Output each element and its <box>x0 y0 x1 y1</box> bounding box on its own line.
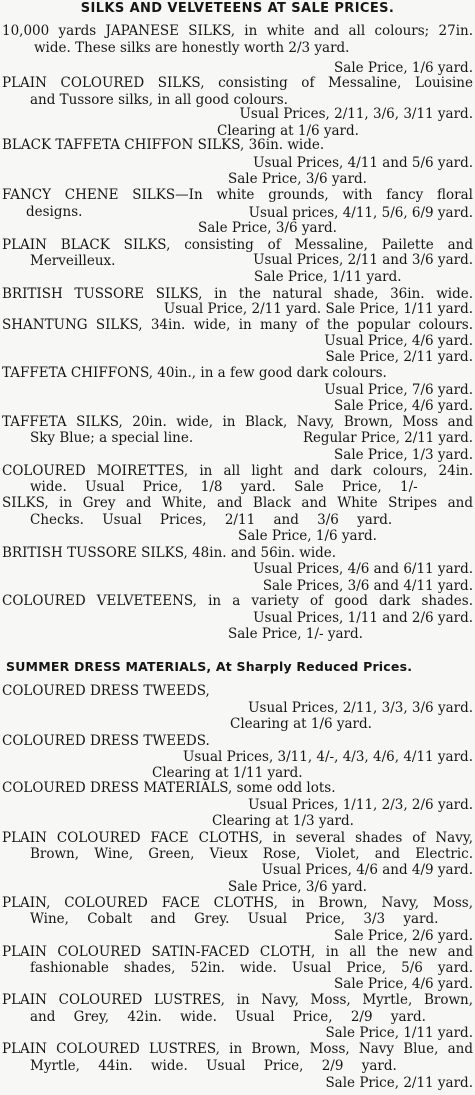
text-line-10 <box>2 186 473 204</box>
text-line-content: COLOURED MOIRETTES, in all light and dark colours, 24in. <box>2 463 473 479</box>
text-line-content: Usual Prices, 2/11, 3/6, 3/11 yard. <box>239 106 473 122</box>
text-line-content: Checks. Usual Prices, 2/11 and 3/6 yard. <box>30 512 393 528</box>
text-line-content: Usual Price, 4/6 yard. <box>324 333 473 349</box>
text-line-1 <box>34 39 473 57</box>
text-line-content: wide. Usual Price, 1/8 yard. Sale Price, 1/- <box>30 479 418 495</box>
text-line-content: COLOURED DRESS TWEEDS, <box>2 683 210 699</box>
text-line-65 <box>310 1074 473 1092</box>
text-line-content: Sale Price, 1/11 yard. <box>254 269 402 285</box>
text-line-7 <box>2 136 473 154</box>
text-line-content: PLAIN COLOURED SILKS, consisting of Messaline, Louisine <box>2 75 473 91</box>
text-line-content: COLOURED VELVETEENS, in a variety of good dark shades. <box>2 593 473 609</box>
text-line-content: BRITISH TUSSORE SILKS, in the natural shade, 36in. wide. <box>2 286 473 302</box>
text-line-content: wide. These silks are honestly worth 2/3 yard. <box>34 40 350 56</box>
text-line-content: BLACK TAFFETA CHIFFON SILKS, 36in. wide. <box>2 137 325 153</box>
text-line-64 <box>30 1057 473 1075</box>
text-line-40 <box>228 625 473 643</box>
text-line-55 <box>30 910 473 928</box>
text-line-content: SILKS AND VELVETEENS AT SALE PRICES. <box>80 1 395 16</box>
text-line-content: PLAIN BLACK SILKS, consisting of Messaline, Pailette and <box>2 237 473 253</box>
text-line-3 <box>2 74 473 92</box>
text-line-23 <box>2 364 473 382</box>
text-line-content: Usual Prices, 4/6 and 4/9 yard. <box>261 862 473 878</box>
text-line-content: Myrtle, 44in. wide. Usual Price, 2/9 yard. <box>30 1058 397 1074</box>
text-line-content: Clearing at 1/6 yard. <box>230 716 372 732</box>
text-line-content: Usual Prices, 4/6 and 6/11 yard. <box>253 561 473 577</box>
text-line-content: PLAIN COLOURED FACE CLOTHS, in several shades of Navy, <box>2 830 473 846</box>
text-line-36 <box>228 560 473 578</box>
text-line-content: Sale Price, 2/11 yard. <box>325 1075 473 1091</box>
text-line-content: designs. <box>26 204 83 220</box>
text-line-32 <box>2 494 473 512</box>
text-line-content: PLAIN, COLOURED FACE CLOTHS, in Brown, Navy, Moss, <box>2 895 473 911</box>
text-line-content: TAFFETA CHIFFONS, 40in., in a few good dark colours. <box>2 365 387 381</box>
text-line-content: Sale Price, 4/6 yard. <box>334 398 473 414</box>
text-line-13 <box>198 219 473 237</box>
text-line-content: 10,000 yards JAPANESE SILKS, in white and all colours; 27in. <box>2 23 473 39</box>
text-line-34 <box>238 527 473 545</box>
text-line-43 <box>230 715 473 733</box>
text-line-content: and Grey, 42in. wide. Usual Price, 2/9 yard. <box>30 1009 426 1025</box>
text-line-content: Sale Price, 1/3 yard. <box>334 447 473 463</box>
text-line-content: Brown, Wine, Green, Vieux Rose, Violet, and Electric. <box>30 846 473 862</box>
text-line-content: PLAIN COLOURED SATIN-FACED CLOTH, in all the new and <box>2 944 473 960</box>
text-line-content: COLOURED DRESS MATERIALS, some odd lots. <box>2 780 336 796</box>
text-line-content: Usual Prices, 1/11, 2/3, 2/6 yard. <box>248 797 473 813</box>
text-line-content: Sale Price, 1/6 yard. <box>238 528 377 544</box>
text-line-content: FANCY CHENE SILKS—In white grounds, with fancy floral <box>2 187 473 203</box>
text-line-content: SILKS, in Grey and White, and Black and White Stripes and <box>2 495 473 511</box>
text-line-content: Usual Prices, 3/11, 4/-, 4/3, 4/6, 4/11 yard. <box>182 749 473 765</box>
text-line-content: Usual Price, 2/11 yard. Sale Price, 1/11 yard. <box>163 301 473 317</box>
text-line-38 <box>2 592 473 610</box>
text-line-16 <box>198 251 473 269</box>
text-line-content: fashionable shades, 52in. wide. Usual Price, 5/6 yard. <box>30 960 473 976</box>
text-line-content: PLAIN COLOURED LUSTRES, in Brown, Moss, Navy Blue, and <box>2 1041 473 1057</box>
heading-silks <box>0 0 475 18</box>
text-line-content: Wine, Cobalt and Grey. Usual Price, 3/3 yard. <box>30 911 439 927</box>
text-line-5 <box>215 105 473 123</box>
text-line-content: Sale Price, 1/- yard. <box>228 626 363 642</box>
text-line-content: Sale Price, 3/6 yard. <box>228 879 367 895</box>
text-line-0 <box>2 22 473 40</box>
text-line-content: Sale Price, 1/6 yard. <box>334 60 473 76</box>
text-line-content: Clearing at 1/6 yard. <box>217 123 359 139</box>
text-line-content: Usual prices, 4/11, 5/6, 6/9 yard. <box>248 205 473 221</box>
text-line-content: Clearing at 1/3 yard. <box>212 813 354 829</box>
text-line-content: Sale Price, 1/11 yard. <box>325 1025 473 1041</box>
text-line-content: Merveilleux. <box>30 253 116 269</box>
text-line-17 <box>254 268 473 286</box>
heading-summer-dress <box>6 658 473 676</box>
text-line-content: Sale Price, 2/6 yard. <box>334 928 473 944</box>
text-line-41 <box>2 682 473 700</box>
text-line-content: PLAIN COLOURED LUSTRES, in Navy, Moss, Myrtle, Brown, <box>2 992 473 1008</box>
text-line-content: Clearing at 1/11 yard. <box>152 765 303 781</box>
text-line-52 <box>228 861 473 879</box>
text-line-content: Sale Price, 4/6 yard. <box>334 976 473 992</box>
text-line-content: SHANTUNG SILKS, 34in. wide, in many of the popular colours. <box>2 317 473 333</box>
text-line-content: Usual Prices, 4/11 and 5/6 yard. <box>253 155 473 171</box>
text-line-28 <box>303 429 473 447</box>
text-line-content: Usual Prices, 2/11 and 3/6 yard. <box>253 252 473 268</box>
text-line-content: Sale Price, 3/6 yard. <box>228 171 367 187</box>
text-line-content: COLOURED DRESS TWEEDS. <box>2 733 210 749</box>
text-line-47 <box>2 779 473 797</box>
text-line-49 <box>212 812 473 830</box>
text-line-content: Usual Prices, 1/11 and 2/6 yard. <box>253 610 473 626</box>
text-line-63 <box>2 1040 473 1058</box>
text-line-content: BRITISH TUSSORE SILKS, 48in. and 56in. wide. <box>2 545 337 561</box>
text-line-content: Regular Price, 2/11 yard. <box>303 430 473 446</box>
text-line-content: SUMMER DRESS MATERIALS, At Sharply Reduced Prices. <box>6 659 413 674</box>
text-line-content: and Tussore silks, in all good colours. <box>30 92 288 108</box>
text-line-content: Sale Price, 2/11 yard. <box>325 349 473 365</box>
text-line-content: TAFFETA SILKS, 20in. wide, in Black, Navy, Brown, Moss and <box>2 414 473 430</box>
text-line-60 <box>2 991 473 1009</box>
text-line-content: Sale Price, 3/6 yard. <box>198 220 337 236</box>
text-line-content: Usual Prices, 2/11, 3/3, 3/6 yard. <box>248 700 473 716</box>
text-line-content: Usual Price, 7/6 yard. <box>324 382 473 398</box>
text-line-content: Sky Blue; a special line. <box>30 430 194 446</box>
text-line-content: Sale Prices, 3/6 and 4/11 yard. <box>262 578 473 594</box>
